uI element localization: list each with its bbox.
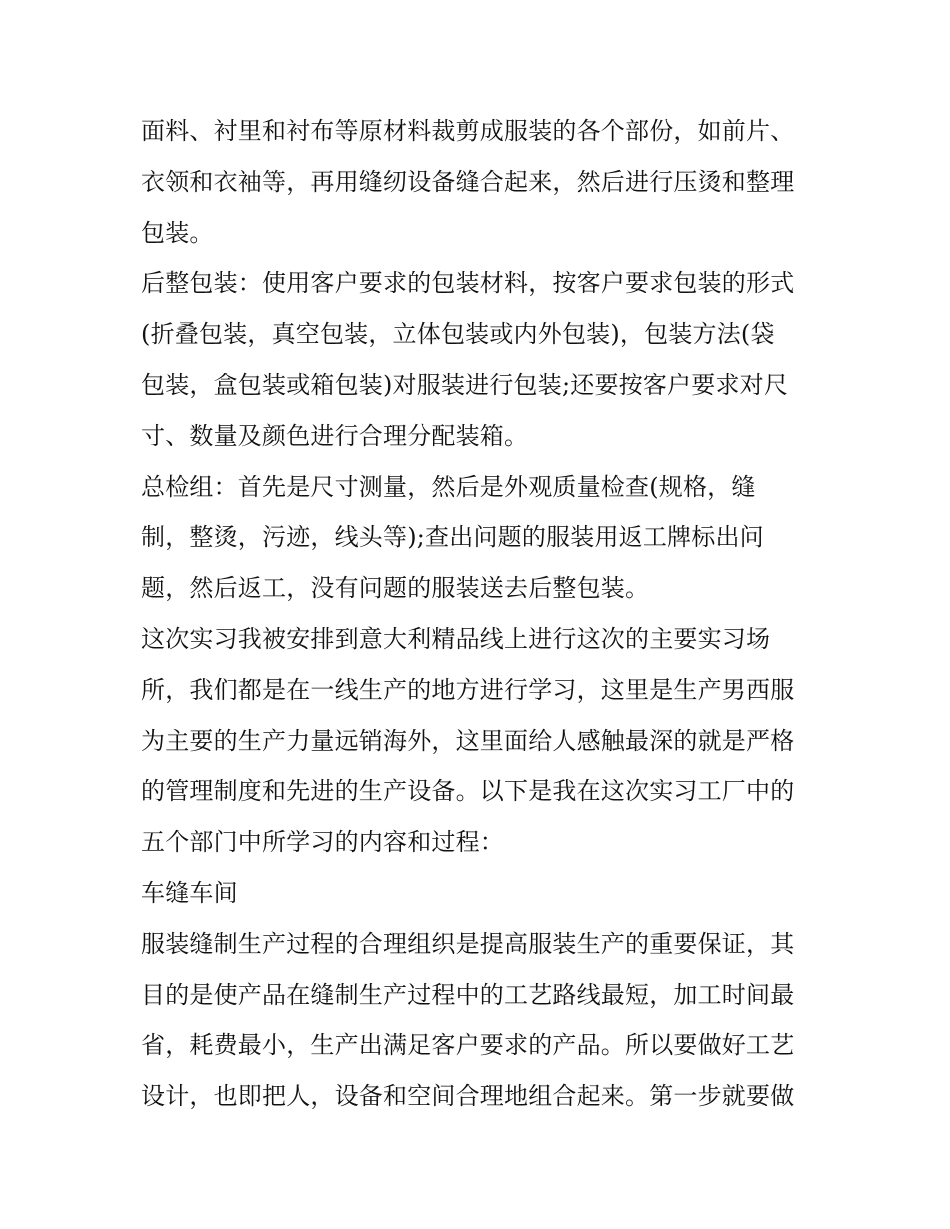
- section-heading: 车缝车间: [141, 878, 238, 907]
- text-line: 制，整烫，污迹，线头等);查出问题的服装用返工牌标出问: [141, 523, 764, 552]
- document-text: [141, 106, 821, 1122]
- text-line: 服装缝制生产过程的合理组织是提高服装生产的重要保证，其: [141, 929, 795, 958]
- text-line: 总检组：首先是尺寸测量，然后是外观质量检查(规格，缝: [141, 472, 756, 501]
- text-line: 这次实习我被安排到意大利精品线上进行这次的主要实习场: [141, 624, 771, 653]
- text-line: 为主要的生产力量远销海外，这里面给人感触最深的就是严格: [141, 726, 795, 755]
- text-line: 省，耗费最小，生产出满足客户要求的产品。所以要做好工艺: [141, 1031, 795, 1060]
- text-line: 五个部门中所学习的内容和过程：: [141, 828, 504, 857]
- text-line: 的管理制度和先进的生产设备。以下是我在这次实习工厂中的: [141, 777, 795, 806]
- text-line: 所，我们都是在一线生产的地方进行学习，这里是生产男西服: [141, 675, 795, 704]
- text-line: 目的是使产品在缝制生产过程中的工艺路线最短，加工时间最: [141, 980, 795, 1009]
- text-line: 衣领和衣袖等，再用缝纫设备缝合起来，然后进行压烫和整理: [141, 167, 795, 196]
- text-line: (折叠包装，真空包装，立体包装或内外包装)，包装方法(袋: [141, 320, 775, 349]
- text-line: 设计，也即把人，设备和空间合理地组合起来。第一步就要做: [141, 1082, 795, 1111]
- text-line: 寸、数量及颜色进行合理分配装箱。: [141, 421, 529, 450]
- text-line: 面料、衬里和衬布等原材料裁剪成服装的各个部份，如前片、: [141, 117, 795, 145]
- text-line: 包装。: [141, 218, 214, 247]
- text-line: 题，然后返工，没有问题的服装送去后整包装。: [141, 574, 650, 603]
- text-line: 后整包装：使用客户要求的包装材料，按客户要求包装的形式: [141, 269, 795, 298]
- text-line: 包装，盒包装或箱包装)对服装进行包装;还要按客户要求对尺: [141, 370, 789, 399]
